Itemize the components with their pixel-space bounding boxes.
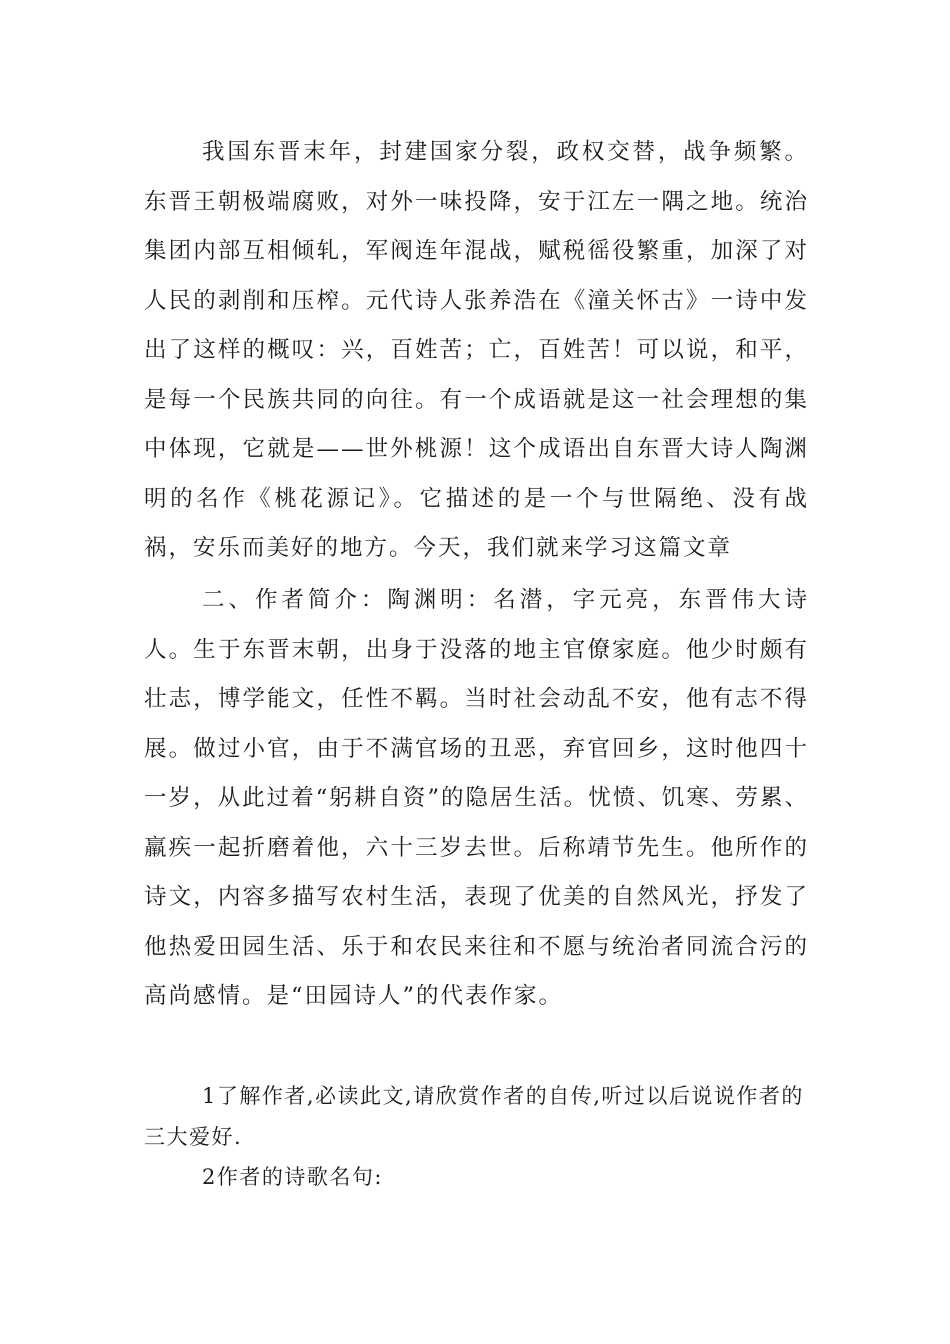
author-introduction-paragraph: 二、作者简介：陶渊明：名潜，字元亮，东晋伟大诗人。生于东晋末朝，出身于没落的地主官僚家庭。他少时颇有壮志，博学能文，任性不羁。当时社会动乱不安，他有志不得展。做过小官，由于不满官场的丑恶，弃官回乡，这时他四十一岁，从此过着“躬耕自资”的隐居生活。忧愤、饥寒、劳累、羸疾一起折磨着他，六十三岁去世。后称靖节先生。他所作的诗文，内容多描写农村生活，表现了优美的自然风光，抒发了他热爱田园生活、乐于和农民来往和不愿与统治者同流合污的高尚感情。是“田园诗人”的代表作家。 [144, 587, 809, 1009]
intro-paragraph: 我国东晋末年，封建国家分裂，政权交替，战争频繁。东晋王朝极端腐败，对外一味投降，安于江左一隅之地。统治集团内部互相倾轧，军阀连年混战，赋税徭役繁重，加深了对人民的剥削和压榨。元代诗人张养浩在《潼关怀古》一诗中发出了这样的概叹：兴，百姓苦；亡，百姓苦！可以说，和平，是每一个民族共同的向往。有一个成语就是这一社会理想的集中体现，它就是——世外桃源！这个成语出自东晋大诗人陶渊明的名作《桃花源记》。它描述的是一个与世隔绝、没有战祸，安乐而美好的地方。今天，我们就来学习这篇文章 [144, 139, 809, 561]
question-one: 1了解作者,必读此文,请欣赏作者的自传,听过以后说说作者的三大爱好. [144, 1084, 804, 1149]
question-two: 2作者的诗歌名句: [202, 1165, 383, 1189]
